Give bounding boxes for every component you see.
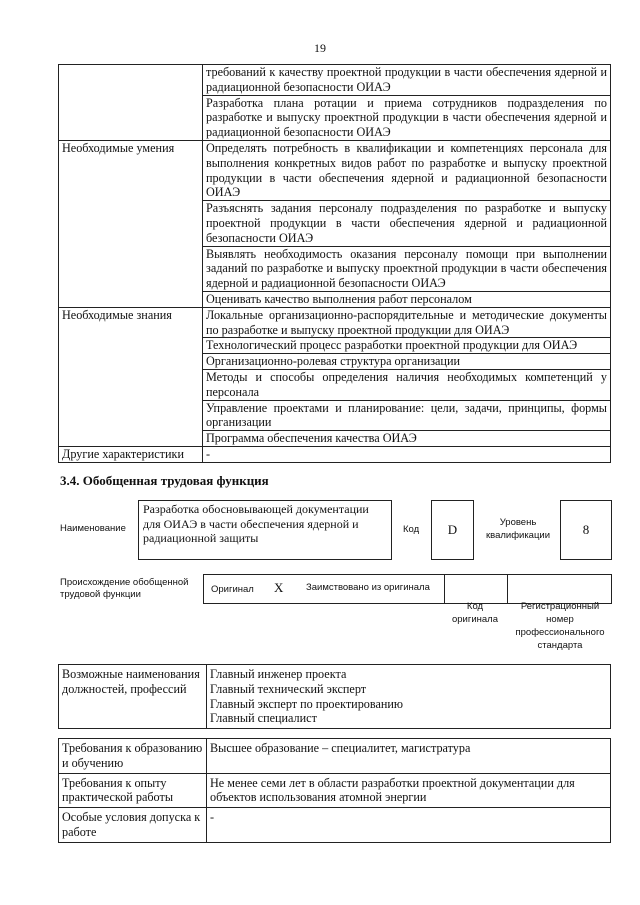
experience-label: Требования к опыту практической работы (59, 773, 207, 808)
table-cell: Определять потребность в квалификации и компетенциях персонала для выполнения конкретных видов работ по разработке и выпуску проектной продукции в части обеспечения ядерной и радиационной безопасности ОИАЭ (203, 140, 611, 200)
name-value: Разработка обосновывающей документации для ОИАЭ в части обеспечения ядерной и радиационной защиты (143, 502, 369, 545)
list-item: Главный инженер проекта (210, 667, 347, 681)
table-cell: Организационно-ролевая структура организации (203, 354, 611, 370)
table-cell: Выявлять необходимость оказания персоналу помощи при выполнении заданий по разработке и выпуску проектной продукции в части обеспечения ядерной и радиационной безопасности ОИАЭ (203, 246, 611, 291)
name-label: Наименование (60, 523, 126, 534)
table-cell: Управление проектами и планирование: цели, задачи, принципы, формы организации (203, 400, 611, 431)
divider (507, 574, 508, 604)
skills-label: Необходимые умения (59, 140, 203, 307)
table-cell: Технологический процесс разработки проектной продукции для ОИАЭ (203, 338, 611, 354)
code-original-label: Код оригинала (451, 601, 498, 625)
other-label: Другие характеристики (59, 446, 203, 462)
list-item: Главный специалист (210, 711, 317, 726)
original-label: Оригинал (211, 584, 254, 595)
page-number: 19 (314, 41, 326, 55)
code-label: Код (403, 524, 420, 535)
level-label: Уровень квалификации (485, 517, 551, 541)
conditions-label: Особые условия допуска к работе (59, 808, 207, 843)
skills-table (58, 64, 611, 463)
table-cell: требований к качеству проектной продукции в части обеспечения ядерной и радиационной безопасности ОИАЭ (203, 65, 611, 96)
original-mark: X (274, 580, 284, 595)
requirements-table (58, 738, 611, 843)
table-cell: - (207, 808, 611, 843)
table-cell: - (203, 446, 611, 462)
table-cell: Разъяснять задания персоналу подразделения по разработке и выпуску проектной продукции в части обеспечения ядерной и радиационной безопасности ОИАЭ (203, 201, 611, 246)
knowledge-label: Необходимые знания (59, 307, 203, 446)
section-title: 3.4. Обобщенная трудовая функция (60, 473, 269, 488)
list-item: Главный технический эксперт (210, 681, 367, 696)
positions-table (58, 664, 611, 729)
positions-list (207, 665, 611, 729)
name-box (138, 500, 392, 560)
table-cell: Не менее семи лет в области разработки проектной документации для объектов использования атомной энергии (207, 773, 611, 808)
table-cell: Высшее образование – специалитет, магистратура (207, 739, 611, 774)
reg-number-label: Регистрационный номер профессионального стандарта (515, 601, 605, 651)
table-cell-label (59, 65, 203, 141)
divider (444, 574, 445, 604)
code-box (431, 500, 474, 560)
borrowed-label: Заимствовано из оригинала (306, 582, 430, 593)
table-cell: Методы и способы определения наличия необходимых компетенций у персонала (203, 369, 611, 400)
education-label: Требования к образованию и обучению (59, 739, 207, 774)
table-cell: Программа обеспечения качества ОИАЭ (203, 431, 611, 447)
table-cell: Оценивать качество выполнения работ персоналом (203, 291, 611, 307)
positions-label: Возможные наименования должностей, профессий (59, 665, 207, 729)
list-item: Главный эксперт по проектированию (210, 696, 404, 711)
code-value: D (447, 522, 458, 537)
table-cell: Разработка плана ротации и приема сотрудников подразделения по разработке и выпуску проектной продукции в части обеспечения ядерной и радиационной безопасности ОИАЭ (203, 95, 611, 140)
origin-label: Происхождение обобщенной трудовой функции (60, 577, 189, 600)
level-box (560, 500, 612, 560)
level-value: 8 (582, 522, 590, 537)
table-cell: Локальные организационно-распорядительные и методические документы по разработке и выпуску проектной продукции для ОИАЭ (203, 307, 611, 338)
